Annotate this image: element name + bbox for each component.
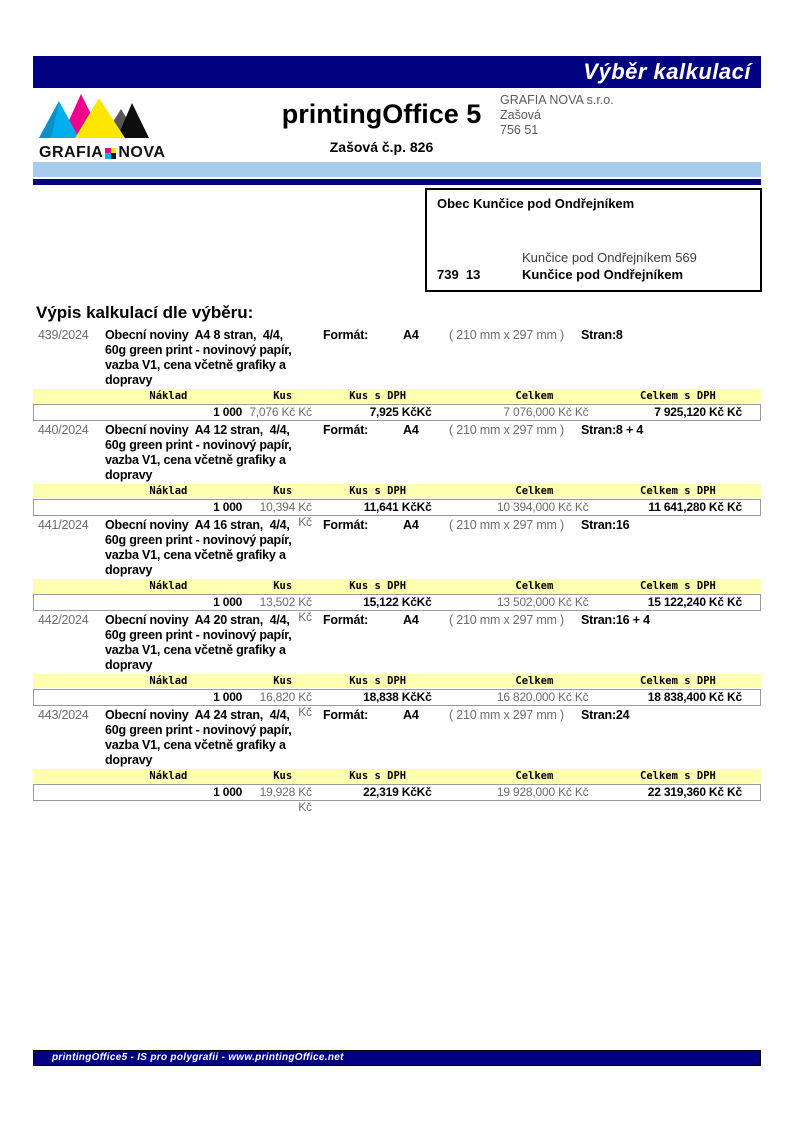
company-street: Zašová <box>500 108 541 122</box>
price-value-kus: 7,076 Kč Kč <box>249 405 312 419</box>
description-line: dopravy <box>105 468 153 482</box>
price-value-kus: 19,928 Kč Kč <box>259 785 312 814</box>
pages-value: 24 <box>615 708 630 722</box>
price-value-naklad: 1 000 <box>213 405 243 419</box>
price-column-header: Celkem s DPH <box>640 390 716 402</box>
logo-name-right: NOVA <box>118 144 166 161</box>
price-column-header: Náklad <box>149 485 188 497</box>
price-value-celkem: 13 502,000 Kč Kč <box>496 595 589 609</box>
calculation-header <box>33 613 761 674</box>
price-column-header: Kus s DPH <box>349 580 407 592</box>
calculation-number: 440/2024 <box>38 423 89 437</box>
price-table-data-row <box>33 404 761 421</box>
price-value-kus_s_dph: 22,319 KčKč <box>363 785 432 799</box>
app-title: printingOffice 5 <box>281 99 482 129</box>
pages-value: 8 + 4 <box>615 423 644 437</box>
recipient-zip-spacer <box>437 249 522 266</box>
company-logo <box>33 90 263 162</box>
price-value-celkem_s_dph: 15 122,240 Kč Kč <box>647 595 742 609</box>
pages-value: 8 <box>615 328 623 342</box>
pages-value: 16 + 4 <box>615 613 650 627</box>
price-value-celkem: 7 076,000 Kč Kč <box>503 405 589 419</box>
price-table-header-row <box>33 674 761 688</box>
calculation-block <box>33 708 761 814</box>
pages-label-text: Stran: <box>581 518 616 532</box>
format-value: A4 <box>403 613 419 627</box>
price-column-header: Celkem <box>515 390 554 402</box>
calculation-description <box>105 708 323 769</box>
price-column-header: Celkem s DPH <box>640 770 716 782</box>
calculation-number: 443/2024 <box>38 708 89 722</box>
recipient-city: Kunčice pod Ondřejníkem <box>522 267 684 282</box>
price-table-header-row <box>33 769 761 783</box>
description-line: vazba V1, cena včetně grafiky a <box>105 358 286 372</box>
price-value-celkem_s_dph: 22 319,360 Kč Kč <box>647 785 742 799</box>
logo-wordmark <box>39 144 263 162</box>
format-dimensions: ( 210 mm x 297 mm ) <box>449 328 564 342</box>
format-label: Formát: <box>323 613 369 627</box>
calculation-number: 441/2024 <box>38 518 89 532</box>
price-column-header: Kus s DPH <box>349 390 407 402</box>
divider-navy-strip <box>33 179 761 185</box>
price-value-celkem_s_dph: 7 925,120 Kč Kč <box>654 405 742 419</box>
format-dimensions: ( 210 mm x 297 mm ) <box>449 708 564 722</box>
description-line: vazba V1, cena včetně grafiky a <box>105 643 286 657</box>
price-column-header: Náklad <box>149 770 188 782</box>
price-column-header: Celkem s DPH <box>640 675 716 687</box>
description-line: 60g green print - novinový papír, <box>105 723 292 737</box>
divider-blue-bar <box>33 162 761 177</box>
price-value-celkem_s_dph: 18 838,400 Kč Kč <box>647 690 742 704</box>
price-column-header: Kus s DPH <box>349 770 407 782</box>
calculation-description <box>105 613 323 674</box>
price-value-kus: 13,502 Kč Kč <box>259 595 312 624</box>
price-value-celkem: 16 820,000 Kč Kč <box>496 690 589 704</box>
list-title: Výpis kalkulací dle výběru: <box>36 303 254 322</box>
price-value-celkem: 10 394,000 Kč Kč <box>496 500 589 514</box>
description-line: dopravy <box>105 753 153 767</box>
format-label: Formát: <box>323 708 369 722</box>
calculation-description <box>105 423 323 484</box>
format-label: Formát: <box>323 518 369 532</box>
format-value: A4 <box>403 423 419 437</box>
description-line: Obecní noviny A4 16 stran, 4/4, <box>105 518 290 532</box>
pages-label <box>581 613 650 674</box>
footer-bar <box>33 1050 761 1066</box>
company-zip: 756 51 <box>500 123 539 137</box>
format-dimensions: ( 210 mm x 297 mm ) <box>449 518 564 532</box>
price-table-header-row <box>33 579 761 593</box>
price-column-header: Náklad <box>149 675 188 687</box>
company-address <box>500 90 761 162</box>
calculation-block <box>33 328 761 421</box>
description-line: 60g green print - novinový papír, <box>105 533 292 547</box>
price-value-kus: 10,394 Kč Kč <box>259 500 312 529</box>
report-title-banner <box>33 56 761 88</box>
pages-label-text: Stran: <box>581 708 616 722</box>
calculation-header <box>33 518 761 579</box>
format-value: A4 <box>403 518 419 532</box>
price-value-celkem: 19 928,000 Kč Kč <box>496 785 589 799</box>
price-table-header-row <box>33 484 761 498</box>
description-line: dopravy <box>105 373 153 387</box>
price-column-header: Kus <box>273 580 293 592</box>
pages-label <box>581 423 643 484</box>
price-column-header: Celkem s DPH <box>640 485 716 497</box>
price-column-header: Náklad <box>149 580 188 592</box>
calculation-header <box>33 328 761 389</box>
description-line: Obecní noviny A4 20 stran, 4/4, <box>105 613 290 627</box>
price-value-naklad: 1 000 <box>213 690 243 704</box>
description-line: vazba V1, cena včetně grafiky a <box>105 548 286 562</box>
price-column-header: Celkem <box>515 770 554 782</box>
recipient-address-box <box>425 188 762 292</box>
company-name: GRAFIA NOVA s.r.o. <box>500 93 614 107</box>
pages-label <box>581 518 629 579</box>
price-value-naklad: 1 000 <box>213 500 243 514</box>
price-table-data-row <box>33 784 761 814</box>
price-value-naklad: 1 000 <box>213 595 243 609</box>
calculation-number: 439/2024 <box>38 328 89 342</box>
calculation-description <box>105 328 323 389</box>
calculation-description <box>105 518 323 579</box>
description-line: vazba V1, cena včetně grafiky a <box>105 738 286 752</box>
price-column-header: Kus s DPH <box>349 485 407 497</box>
format-dimensions: ( 210 mm x 297 mm ) <box>449 613 564 627</box>
price-column-header: Celkem s DPH <box>640 580 716 592</box>
calculations-list <box>33 328 761 814</box>
format-label: Formát: <box>323 423 369 437</box>
price-column-header: Kus <box>273 390 293 402</box>
price-value-celkem_s_dph: 11 641,280 Kč Kč <box>648 500 742 514</box>
format-dimensions: ( 210 mm x 297 mm ) <box>449 423 564 437</box>
description-line: Obecní noviny A4 12 stran, 4/4, <box>105 423 290 437</box>
app-title-block <box>263 90 500 162</box>
price-column-header: Kus <box>273 485 293 497</box>
calculation-header <box>33 708 761 769</box>
price-value-kus_s_dph: 18,838 KčKč <box>363 690 432 704</box>
description-line: 60g green print - novinový papír, <box>105 628 292 642</box>
pages-label <box>581 708 629 769</box>
mountains-logo-icon <box>39 94 149 138</box>
price-column-header: Celkem <box>515 485 554 497</box>
pages-value: 16 <box>615 518 630 532</box>
description-line: dopravy <box>105 658 153 672</box>
recipient-name: Obec Kunčice pod Ondřejníkem <box>437 196 635 211</box>
description-line: Obecní noviny A4 24 stran, 4/4, <box>105 708 290 722</box>
pages-label <box>581 328 623 389</box>
letterhead <box>33 90 761 162</box>
pages-label-text: Stran: <box>581 613 616 627</box>
price-column-header: Celkem <box>515 580 554 592</box>
price-value-kus: 16,820 Kč Kč <box>259 690 312 719</box>
price-column-header: Kus <box>273 675 293 687</box>
price-column-header: Celkem <box>515 675 554 687</box>
footer-text: printingOffice5 - IS pro polygrafii - www.printingOffice.net <box>52 1052 344 1063</box>
pages-label-text: Stran: <box>581 328 616 342</box>
description-line: 60g green print - novinový papír, <box>105 343 292 357</box>
cmyk-mark-icon <box>105 148 116 159</box>
price-value-kus_s_dph: 11,641 KčKč <box>363 500 432 514</box>
price-column-header: Náklad <box>149 390 188 402</box>
recipient-address-lines <box>437 249 750 283</box>
price-table-header-row <box>33 389 761 403</box>
price-value-kus_s_dph: 7,925 KčKč <box>369 405 432 419</box>
description-line: vazba V1, cena včetně grafiky a <box>105 453 286 467</box>
calculation-header <box>33 423 761 484</box>
price-value-naklad: 1 000 <box>213 785 243 799</box>
description-line: Obecní noviny A4 8 stran, 4/4, <box>105 328 283 342</box>
report-title: Výběr kalkulací <box>583 59 751 84</box>
pages-label-text: Stran: <box>581 423 616 437</box>
price-value-kus_s_dph: 15,122 KčKč <box>363 595 432 609</box>
format-value: A4 <box>403 708 419 722</box>
calculation-number: 442/2024 <box>38 613 89 627</box>
recipient-street: Kunčice pod Ondřejníkem 569 <box>522 250 697 265</box>
price-column-header: Kus s DPH <box>349 675 407 687</box>
description-line: dopravy <box>105 563 153 577</box>
format-label: Formát: <box>323 328 369 342</box>
price-column-header: Kus <box>273 770 293 782</box>
recipient-zip: 739 13 <box>437 267 481 282</box>
app-subtitle: Zašová č.p. 826 <box>329 139 434 155</box>
format-value: A4 <box>403 328 419 342</box>
description-line: 60g green print - novinový papír, <box>105 438 292 452</box>
logo-name-left: GRAFIA <box>39 144 104 161</box>
